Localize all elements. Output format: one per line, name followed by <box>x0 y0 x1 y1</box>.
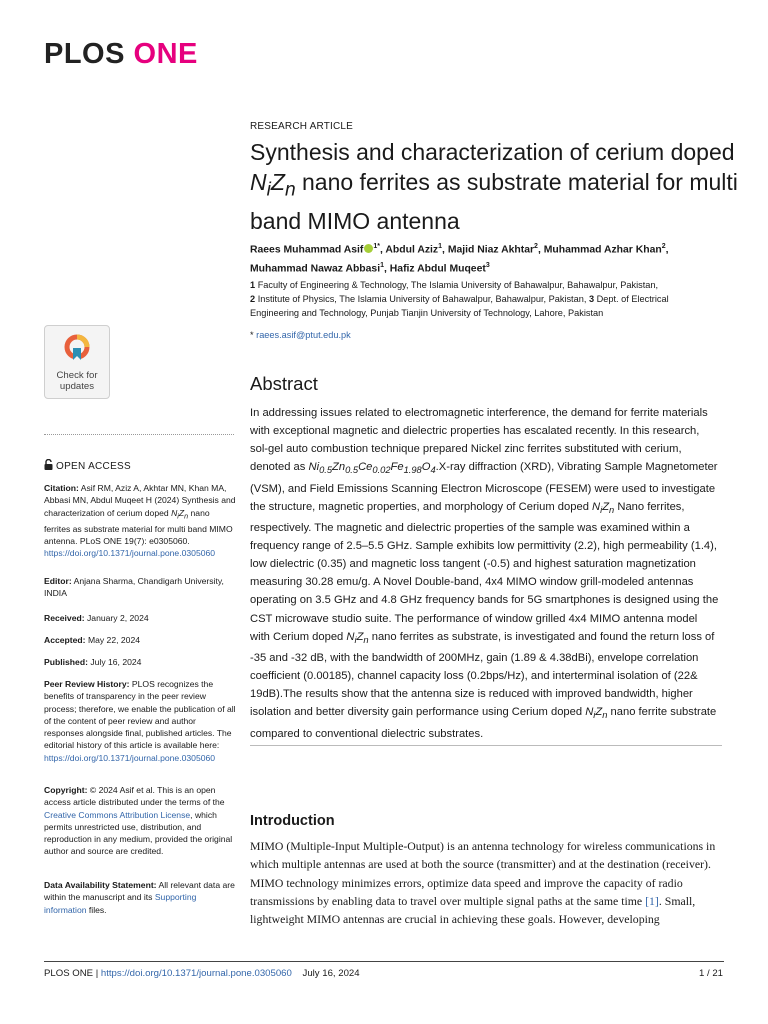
author-name[interactable]: Raees Muhammad Asif <box>250 244 364 256</box>
author-name[interactable]: Majid Niaz Akhtar <box>447 244 535 256</box>
abstract-divider <box>250 745 722 746</box>
abstract-text: In addressing issues related to electromagnetic interference, the demand for ferrite materials with exceptional magnetic and dielectric properties has escalated recently. In this research, sol-gel auto combustion technique prepared Nickel zinc ferrites substituted with cerium, denoted as $Ni_{0.5}Zn_{0.5}Ce_{0.02}Fe_{1.98}O_4.X$-ray diffraction (XRD), Vibrating Sample Magnetometer (VSM), and Field Emissions Scanning Electron Microscope (FESEM) were used to investigate the structure, magnetic properties, and morphology of Cerium doped $N_iZ_n$ Nano ferrites, respectively. The magnetic and dielectric properties of the sample was examined within a frequency range of 2.5–5.5 GHz. Sample exhibits low permittivity (2.2), high permeability (1.4), low dielectric (0.35) and magnetic loss tangent (-0.5) and highest saturation magnetization measuring 30.28 emu/g. A Novel Double-band, 4x4 MIMO window grill-modeled antennas operating on 3.5 GHz and 4.8 GHz frequency bands for 5G smartphones is designed using the CST microwave studio suite. The performance of window grilled 4x4 MIMO antenna model with Cerium doped $N_iZ_n$ nano ferrites as substrate, is investigated and found the return loss of -35 and -32 dB, with the bandwidth of 200MHz, gain (1.89 & 4.38dBi), envelope correlation coefficient (0.00185), channel capacity loss (0.2bps/Hz), and interterminal isolation of (22& 19dB).The results show that the antenna size is reduced with improved bandwidth, higher isolation and better diversity gain performance using Cerium doped $N_iZ_n$ nano ferrite substrate compared to conventional dielectric substrates. <box>250 407 719 740</box>
data-availability: Data Availability Statement: All relevant data are within the manuscript and its Supporting information files. <box>44 880 235 915</box>
published-date: Published: July 16, 2024 <box>44 657 142 667</box>
sidebar-divider <box>44 434 234 435</box>
footer-date: July 16, 2024 <box>302 968 360 979</box>
author-name[interactable]: Abdul Aziz <box>385 244 439 256</box>
abstract-heading: Abstract <box>250 373 318 394</box>
received-date: Received: January 2, 2024 <box>44 613 149 623</box>
article-title: Synthesis and characterization of cerium doped $N_iZ_n$ nano ferrites as substrate material for multi band MIMO antenna <box>250 139 738 234</box>
introduction-text: MIMO (Multiple-Input Multiple-Output) is an antenna technology for wireless communications in which multiple antennas are used at both the source (transmitter) and at the destination (receiver). MIMO technology minimizes errors, optimize data speed and improve the capacity of radio transmissions by enabling data to travel over multiple signal paths at the same time [1]. Small, lightweight MIMO antennas are crucial in achieving these goals. However, developing <box>250 839 716 927</box>
peer-review-history: Peer Review History: PLOS recognizes the benefits of transparency in the peer review process; therefore, we enable the publication of all of the content of peer review and author responses alongside final, published articles. The editorial history of this article is available here: https://doi.org/10.1371/journal.pone.0305060 <box>44 679 236 763</box>
logo-one: ONE <box>133 38 198 70</box>
footer: PLOS ONE | https://doi.org/10.1371/journal.pone.0305060 July 16, 2024 <box>44 968 360 979</box>
logo-plos: PLOS <box>44 38 125 70</box>
open-access-label: OPEN ACCESS <box>44 459 131 472</box>
correspondence: * raees.asif@ptut.edu.pk <box>250 330 351 340</box>
page-number: 1 / 21 <box>698 968 723 979</box>
copyright-block: Copyright: © 2024 Asif et al. This is an open access article distributed under the terms of the Creative Commons Attribution License, which permits unrestricted use, distribution, and reproduction in any medium, provided the original author and source are credited. <box>44 785 233 857</box>
footer-doi-link[interactable]: https://doi.org/10.1371/journal.pone.0305060 <box>100 968 292 979</box>
crossmark-label: Check for updates <box>56 370 98 392</box>
author-name[interactable]: Hafiz Abdul Muqeet <box>389 263 486 275</box>
email-link[interactable]: raees.asif@ptut.edu.pk <box>256 330 351 340</box>
article-type: RESEARCH ARTICLE <box>250 121 354 132</box>
peer-review-link[interactable]: https://doi.org/10.1371/journal.pone.0305060 <box>44 752 216 763</box>
editor-block: Editor: Anjana Sharma, Chandigarh University, INDIA <box>44 576 224 599</box>
author-list: Raees Muhammad Asif $^{1*}$, Abdul Aziz$^1$, Majid Niaz Akhtar$^2$, Muhammad Azhar Khan$^2$, Muhammad Nawaz Abbasi$^1$, Hafiz Abdul Muqeet$^3$ <box>250 243 669 275</box>
journal-logo <box>44 38 198 71</box>
citation-block: Citation: Asif RM, Aziz A, Akhtar MN, Khan MA, Abbasi MN, Abdul Muqeet H (2024) Synthesis and characterization of cerium doped $N_iZ_n$ nano ferrites as substrate material for multi band MIMO antenna. PLoS ONE 19(7): e0305060. https://doi.org/10.1371/journal.pone.0305060 <box>44 483 236 559</box>
supporting-info-link[interactable]: Supporting information <box>44 892 197 915</box>
author-name[interactable]: Muhammad Azhar Khan <box>543 244 662 256</box>
introduction-heading: Introduction <box>250 813 335 829</box>
footer-divider <box>44 961 724 962</box>
open-lock-icon <box>44 459 53 470</box>
footer-journal: PLOS ONE <box>44 968 94 979</box>
license-link[interactable]: Creative Commons Attribution License <box>44 809 191 820</box>
reference-link[interactable]: [1] <box>645 893 659 908</box>
check-for-updates-badge[interactable] <box>44 325 110 399</box>
crossmark-icon <box>63 334 91 362</box>
citation-doi-link[interactable]: https://doi.org/10.1371/journal.pone.0305060 <box>44 548 216 559</box>
affiliations: 1 Faculty of Engineering & Technology, The Islamia University of Bahawalpur, Bahawalpur, Pakistan, 2 Institute of Physics, The Islamia University of Bahawalpur, Bahawalpur, Pakistan, 3 Dept. of Electrical Engineering and Technology, Punjab Tianjin University of Technology, Lahore, Pakistan <box>250 280 669 318</box>
accepted-date: Accepted: May 22, 2024 <box>44 635 141 645</box>
author-name[interactable]: Muhammad Nawaz Abbasi <box>250 263 381 275</box>
